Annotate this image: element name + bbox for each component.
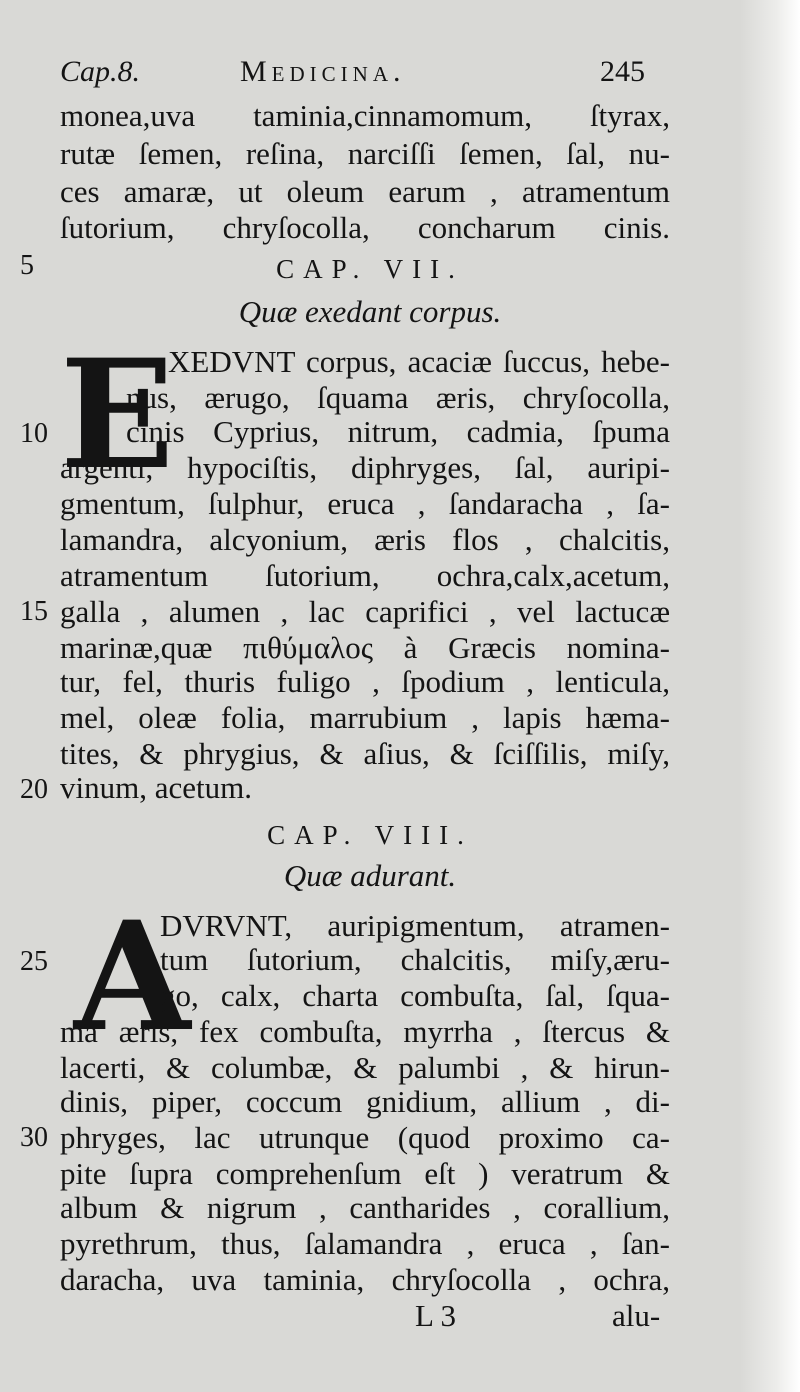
text-line: argenti, hypociſtis, diphryges, ſal, auripi-	[60, 450, 670, 485]
text-line: DVRVNT, auripigmentum, atramen-	[160, 908, 670, 943]
text-line: ces amaræ, ut oleum earum , atramentum	[60, 174, 670, 209]
catchword: alu-	[612, 1298, 661, 1333]
line-number: 15	[20, 596, 48, 627]
text-line: phryges, lac utrunque (quod proximo ca-	[60, 1120, 670, 1155]
text-line: tites, & phrygius, & aſius, & ſciſſilis, miſy,	[60, 736, 670, 771]
text-line: ſutorium, chryſocolla, concharum cinis.	[60, 210, 670, 245]
page-number: 245	[600, 55, 645, 88]
page-edge	[740, 0, 800, 1392]
text-line: marinæ,quæ πιθύμαλος à Græcis nomina-	[60, 630, 670, 665]
text-line: album & nigrum , cantharides , corallium,	[60, 1190, 670, 1225]
line-number: 25	[20, 946, 48, 977]
line-number: 10	[20, 418, 48, 449]
chapter-heading: CAP. VIII.	[267, 820, 473, 850]
chapter-subtitle: Quæ exedant corpus.	[238, 294, 502, 329]
drop-cap-initial: E	[60, 327, 175, 503]
text-line: galla , alumen , lac caprifici , vel lactucæ	[60, 594, 670, 629]
chapter-heading: CAP. VII.	[276, 254, 464, 284]
text-line: rutæ ſemen, reſina, narciſſi ſemen, ſal, nu-	[60, 136, 670, 171]
text-line: daracha, uva taminia, chryſocolla , ochra,	[60, 1262, 670, 1297]
text-line: lamandra, alcyonium, æris flos , chalcitis,	[60, 522, 670, 557]
chapter-subtitle: Quæ adurant.	[283, 858, 457, 893]
running-head-title: Medicina.	[240, 55, 406, 88]
line-number: 30	[20, 1122, 48, 1153]
text-line: pyrethrum, thus, ſalamandra , eruca , ſan-	[60, 1226, 670, 1261]
text-line: cinis Cyprius, nitrum, cadmia, ſpuma	[126, 414, 670, 449]
text-line: monea,uva taminia,cinnamomum, ſtyrax,	[60, 98, 670, 133]
text-line: go, calx, charta combuſta, ſal, ſqua-	[160, 978, 670, 1013]
text-line: XEDVNT corpus, acaciæ ſuccus, hebe-	[168, 344, 670, 379]
text-line: mel, oleæ folia, marrubium , lapis hæma-	[60, 700, 670, 735]
text-line: atramentum ſutorium, ochra,calx,acetum,	[60, 558, 670, 593]
text-line: ma æris, fex combuſta, myrrha , ſtercus &	[60, 1014, 670, 1049]
text-line: dinis, piper, coccum gnidium, allium , di-	[60, 1084, 670, 1119]
text-line: lacerti, & columbæ, & palumbi , & hirun-	[60, 1050, 670, 1085]
running-head-chapter: Cap.8.	[60, 55, 141, 88]
drop-cap-initial: A	[74, 889, 191, 1065]
text-line: tur, fel, thuris fuligo , ſpodium , lenticula,	[60, 664, 670, 699]
text-line: pite ſupra comprehenſum eſt ) veratrum &	[60, 1156, 670, 1191]
text-line: nus, ærugo, ſquama æris, chryſocolla,	[126, 380, 670, 415]
signature-mark: L 3	[415, 1298, 457, 1333]
text-line: gmentum, ſulphur, eruca , ſandaracha , ſa-	[60, 486, 670, 521]
text-line: vinum, acetum.	[60, 770, 252, 805]
line-number: 20	[20, 774, 48, 805]
text-line: tum ſutorium, chalcitis, miſy,æru-	[160, 942, 670, 977]
line-number: 5	[20, 250, 34, 281]
